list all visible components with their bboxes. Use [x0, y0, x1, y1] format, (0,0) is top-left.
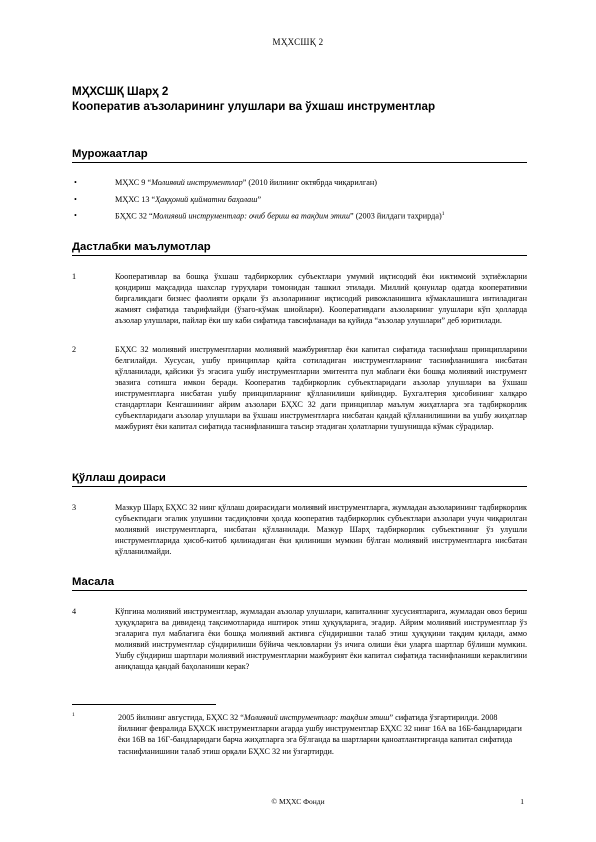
paragraph-text: Мазкур Шарҳ БҲХС 32 нинг қўллаш доирасидаги молиявий инструментларга, жумладан аъзоларининг тадбиркорлик субъектидаги эгалик улушини тасдиқловчи ҳолда кооператив тадбиркорлик субъектлари аъзолари учун чиқарилган молиявий инструментларга, нисбатан қўлланилади. Мазкур Шарҳ тадбиркорлик субъектининг ўз улушли инструментларида ҳисоб-китоб қилинадиган ёки қилиниши мумкин бўлган молиявий инструментларга нисбатан қўлланилмайди.	[115, 503, 527, 556]
references-list	[72, 178, 527, 228]
footnote-ref-1[interactable]: 1	[441, 211, 445, 217]
page-number: 1	[520, 797, 524, 806]
reference-title: Ҳаққоний қийматни баҳолаш	[155, 194, 258, 204]
paragraph-number: 4	[72, 607, 77, 616]
paragraph-number: 1	[72, 272, 77, 281]
bullet-icon: •	[74, 178, 77, 187]
paragraph-text: Кўпгина молиявий инструментлар, жумладан аъзолар улушлари, капиталнинг хусусиятларига, жумладан овоз бериш ҳуқуқларига ва дивиденд тақсимотларида иштирок этиш ҳуқуқларига, эгадир. Айрим молиявий инструментлар ўз эгаларига пул маблағига ёки бошқа молиявий активга сўндиришни талаб этиш ҳуқуқини тақдим қилади, аммо молиявий инструментлар сўндирилиши бўйича чекловларни ўз ичига олиши ёки уларга шартлар бўлиши мумкин. Ушбу сўндириш шартлари молиявий инструментларни мажбурият ёки капитал сифатида таснифланиши кераклигини аниқлашда қандай баҳоланиши керак?	[115, 607, 527, 671]
footnote-number: 1	[72, 712, 75, 718]
bullet-icon: •	[74, 211, 77, 220]
paragraph-text: Кооперативлар ва бошқа ўхшаш тадбиркорлик субъектлари умумий иқтисодий ёки ижтимоий эҳтиёжларни қондириш мақсадида шахслар гуруҳлари томонидан ташкил этилади. Миллий қонунлар одатда кооперативни биргаликдаги бизнес фаолияти орқали ўз аъзоларининг иқтисодий ривожланишига кўмаклашишга интиладиган жамият сифатида таърифлайди (ўзаго-кўмак шиойлари). Кооперативдаги аъзоларнинг улушлари кўп ҳолларда аъзолар улушлари, пайлар ёки шу каби сифатида тавсифланади ва қуйида “аъзолар улушлари” деб юритилади.	[115, 272, 527, 325]
references-heading: Мурожаатлар	[72, 148, 527, 163]
copyright-text: © МҲХС Фонди	[271, 797, 325, 806]
title-line-1: МҲХСШҚ Шарҳ 2	[72, 85, 169, 98]
footnote-title: Молиявий инструментлар: тақдим этиш	[243, 713, 390, 722]
reference-item: • МҲХС 9 “Молиявий инструментлар” (2010 йилнинг октябрда чиқарилган)	[74, 178, 377, 187]
paragraph-1	[72, 271, 527, 326]
reference-item: • МҲХС 13 “Ҳаққоний қийматни баҳолаш”	[74, 194, 262, 204]
paragraph-number: 2	[72, 345, 77, 354]
paragraph-4	[72, 606, 527, 672]
paragraph-3	[72, 502, 527, 557]
paragraph-number: 3	[72, 503, 77, 512]
bullet-icon: •	[74, 194, 77, 204]
reference-item: • БҲХС 32 “Молиявий инструментлар: очиб бериш ва тақдим этиш” (2003 йилдаги таҳрирда)$^1$	[74, 211, 445, 221]
running-header: МҲХСШҚ 2	[272, 37, 324, 47]
title-line-2: Кооператив аъзоларининг улушлари ва ўхшаш инструментлар	[72, 100, 436, 113]
issue-heading: Масала	[72, 576, 527, 591]
background-heading: Дастлабки маълумотлар	[72, 241, 527, 256]
reference-title: Молиявий инструментлар: очиб бериш ва тақдим этиш	[152, 211, 351, 221]
scope-heading: Қўллаш доираси	[72, 472, 527, 487]
paragraph-text: БҲХС 32 молиявий инструментларни молиявий мажбуриятлар ёки капитал сифатида таснифлаш принципларини белгилайди. Хусусан, ушбу принциплар қайта сотиладиган инструментларнинг таснифланишига нисбатан қўлланилади, қайсики ўз эгасига ушбу инструментларни эмитентга пул маблағи ёки бошқа молиявий инструмент эвазига сотишга имкон беради. Кооператив тадбиркорлик субъектларидаги аъзолар улушлари ва ўхшаш инструментларга нисбатан ушбу принципларнинг қўлланилиши қийиндир. Бухгалтерия ҳисобининг халқаро стандартлари Кенгашининг айрим аъзолари БҲХС 32 даги принциплар маълум жиҳатларга эга тадбиркорлик субъектларидаги аъзолар улушлари ва ўхшаш инструментларга нисбатан қандай қўлланилишини ва ушбу жиҳатлар мажбурият ёки капитал сифатида таснифланишга таъсир этадиган ҳолатларни тушунишда кўмак сўрадилар.	[115, 345, 527, 431]
footnote-divider	[72, 704, 216, 705]
paragraph-2	[72, 344, 527, 432]
document-title	[72, 84, 527, 114]
reference-title: Молиявий инструментлар	[151, 178, 243, 187]
footnote: 1 2005 йилнинг августида, БҲХС 32 “Молиявий инструментлар: тақдим этиш” сифатида ўзгартирилди. 2008 йилнинг февралида БҲХСК инструментларни агарда ушбу инструментлар БҲХС 32 нинг 16А ва 16Б-бандларидаги ёки 16В ва 16Г-бандларидаги барча жиҳатларга эга бўлганда ва шартларни қаноатлантирганда капитал сифатида таснифланишини талаб этиш орқали БҲХС 32 ни ўзгартирди.	[72, 712, 522, 756]
